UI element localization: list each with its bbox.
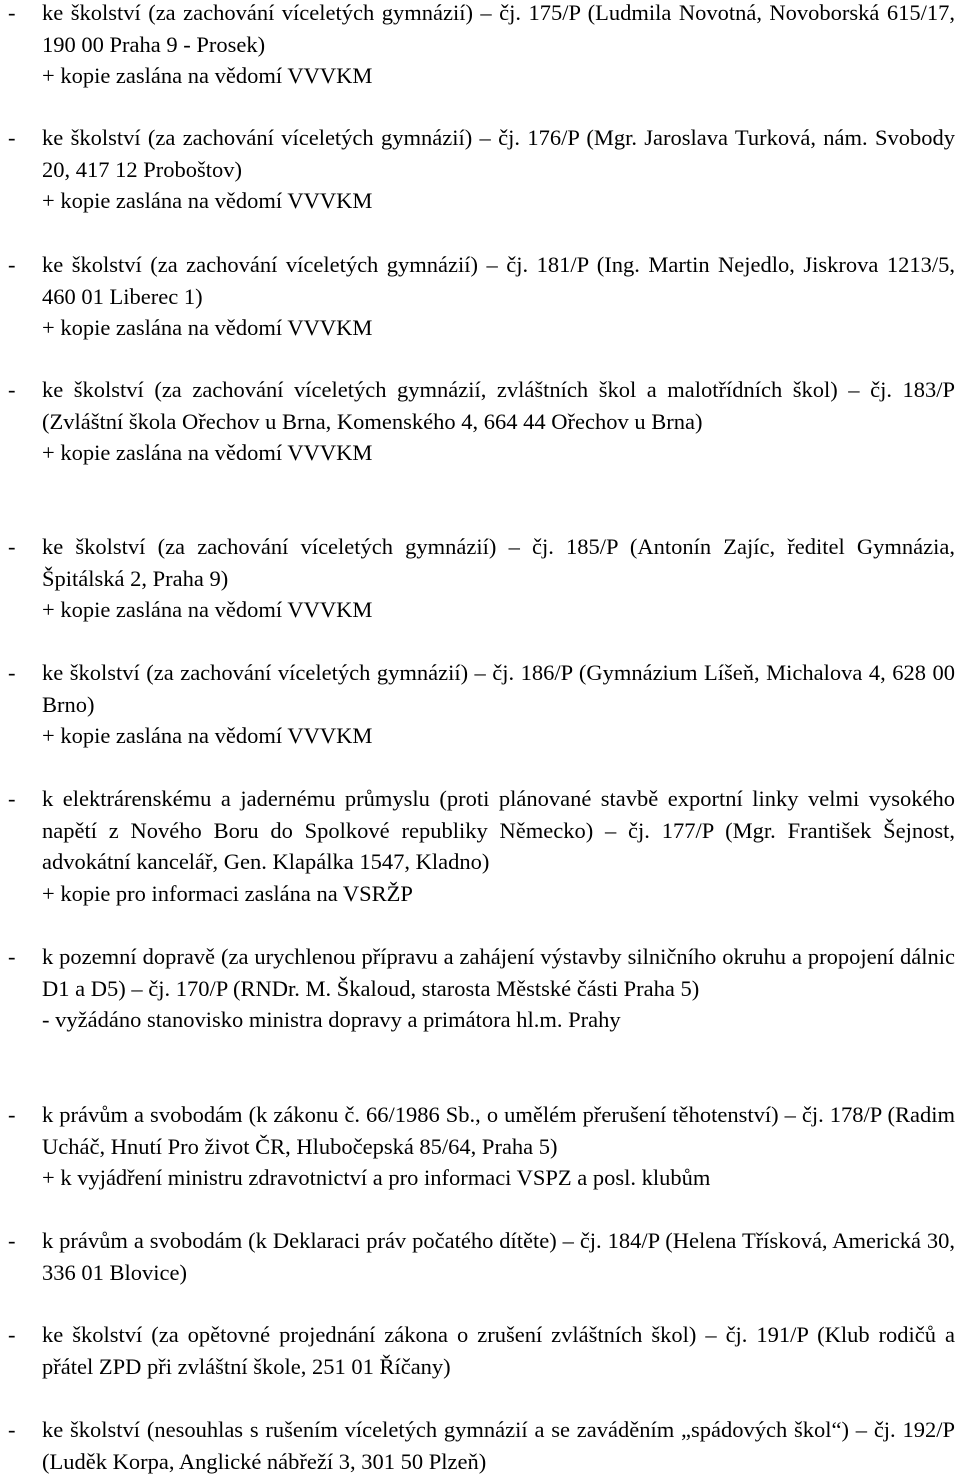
petition-text: k právům a svobodám (k zákonu č. 66/1986 Sb., o umělém přerušení těhotenství) – čj. 178/P (Radim Ucháč, Hnutí Pro život ČR, Hlubočepská 85/64, Praha 5) [42,1102,955,1159]
petition-note: + kopie zaslána na vědomí VVVKM [42,440,373,465]
list-dash: - [8,1102,16,1127]
list-item [8,657,955,752]
petition-note: + kopie zaslána na vědomí VVVKM [42,63,373,88]
petition-text: ke školství (nesouhlas s rušením víceletých gymnázií a se zaváděním „spádových škol“) – čj. 192/P (Luděk Korpa, Anglické nábřeží 3, 301 50 Plzeň) [42,1417,955,1474]
list-item [8,0,955,92]
petition-text: ke školství (za zachování víceletých gymnázií) – čj. 186/P (Gymnázium Líšeň, Michalova 4, 628 00 Brno) [42,660,955,717]
petition-note: - vyžádáno stanovisko ministra dopravy a primátora hl.m. Prahy [42,1007,621,1032]
petition-text: ke školství (za zachování víceletých gymnázií) – čj. 185/P (Antonín Zajíc, ředitel Gymnázia, Špitálská 2, Praha 9) [42,534,955,591]
list-dash: - [8,1417,16,1442]
list-dash: - [8,944,16,969]
list-item [8,249,955,344]
petition-text: ke školství (za zachování víceletých gymnázií) – čj. 181/P (Ing. Martin Nejedlo, Jiskrova 1213/5, 460 01 Liberec 1) [42,252,955,309]
petition-text: ke školství (za zachování víceletých gymnázií) – čj. 176/P (Mgr. Jaroslava Turková, nám. Svobody 20, 417 12 Proboštov) [42,125,955,182]
petition-note: + kopie zaslána na vědomí VVVKM [42,315,373,340]
petition-text: k právům a svobodám (k Deklaraci práv počatého dítěte) – čj. 184/P (Helena Třísková, Americká 30, 336 01 Blovice) [42,1228,955,1285]
petition-text: ke školství (za opětovné projednání zákona o zrušení zvláštních škol) – čj. 191/P (Klub rodičů a přátel ZPD při zvláštní škole, 251 01 Říčany) [42,1322,955,1379]
list-item [8,1225,955,1288]
petition-text: k pozemní dopravě (za urychlenou přípravu a zahájení výstavby silničního okruhu a propojení dálnic D1 a D5) – čj. 170/P (RNDr. M. Škaloud, starosta Městské části Praha 5) [42,944,955,1001]
list-item [8,122,955,217]
list-item [8,941,955,1036]
list-dash: - [8,125,16,150]
petition-note: + kopie zaslána na vědomí VVVKM [42,188,373,213]
list-item [8,374,955,469]
list-item [8,1099,955,1194]
list-dash: - [8,786,16,811]
list-dash: - [8,0,16,25]
list-item [8,1414,955,1477]
petition-text: k elektrárenskému a jadernému průmyslu (proti plánované stavbě exportní linky velmi vysokého napětí z Nového Boru do Spolkové republiky Německo) – čj. 177/P (Mgr. František Šejnost, advokátní kancelář, Gen. Klapálka 1547, Kladno) [42,786,955,874]
list-dash: - [8,660,16,685]
list-item [8,1319,955,1382]
petition-note: + kopie pro informaci zaslána na VSRŽP [42,880,413,906]
list-item [8,783,955,909]
list-item [8,531,955,626]
petition-note: + k vyjádření ministru zdravotnictví a pro informaci VSPZ a posl. klubům [42,1165,711,1190]
list-dash: - [8,252,16,277]
petition-note: + kopie zaslána na vědomí VVVKM [42,723,373,748]
list-dash: - [8,534,16,559]
petition-text: ke školství (za zachování víceletých gymnázií) – čj. 175/P (Ludmila Novotná, Novoborská 615/17, 190 00 Praha 9 - Prosek) [42,0,955,57]
list-dash: - [8,1228,16,1253]
list-dash: - [8,377,16,402]
list-dash: - [8,1322,16,1347]
petition-note: + kopie zaslána na vědomí VVVKM [42,597,373,622]
petition-text: ke školství (za zachování víceletých gymnázií, zvláštních škol a malotřídních škol) – čj. 183/P (Zvláštní škola Ořechov u Brna, Komenského 4, 664 44 Ořechov u Brna) [42,377,955,434]
